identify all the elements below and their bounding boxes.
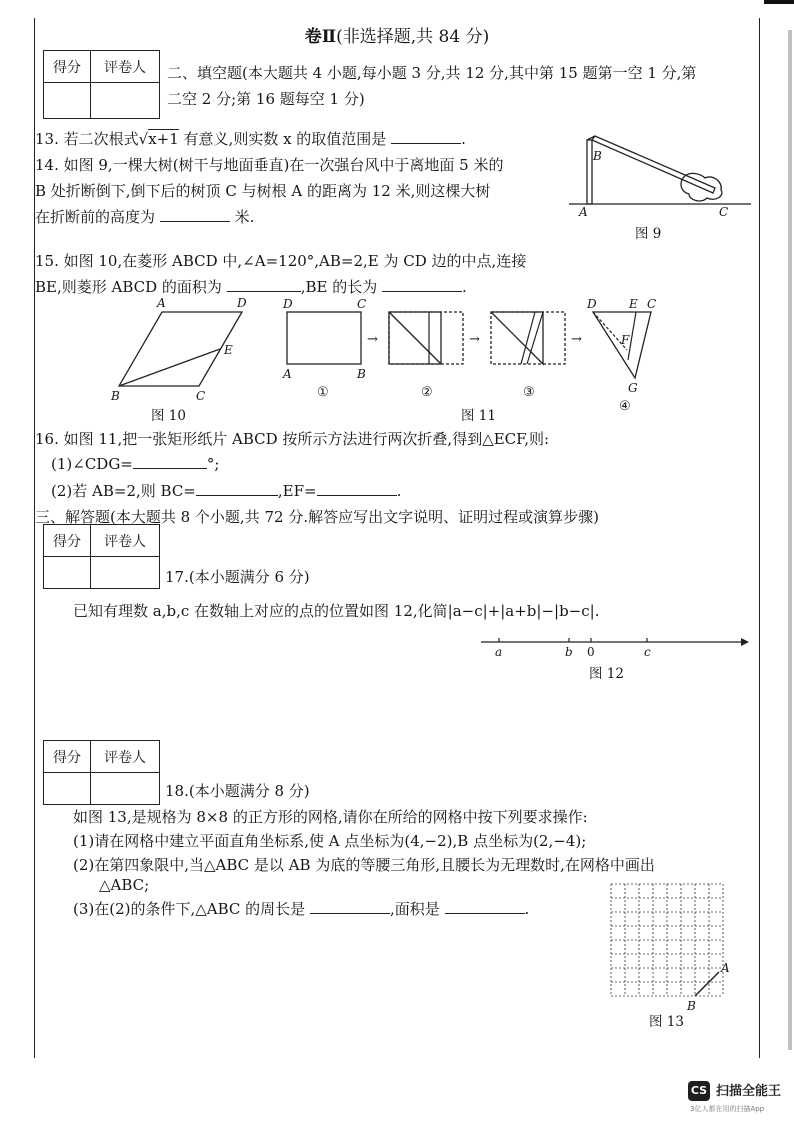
- q15-line1: 15. 如图 10,在菱形 ABCD 中,∠A=120°,AB=2,E 为 CD 边的中点,连接: [35, 252, 527, 270]
- q18-part3-end: .: [524, 900, 530, 918]
- fig11-step1-rect: [287, 312, 361, 364]
- q16-part2: [51, 480, 401, 501]
- section3-heading: 三、解答题(本大题共 8 个小题,共 72 分.解答应写出文字说明、证明过程或演算步骤): [35, 508, 599, 526]
- q18-perimeter-blank[interactable]: [310, 899, 390, 914]
- fig9-tree-crown: [681, 173, 722, 201]
- q16-angle-blank[interactable]: [133, 454, 207, 469]
- scan-corner-mark: [764, 0, 794, 4]
- section2-heading-cont: 二空 2 分;第 16 题每空 1 分): [167, 90, 365, 108]
- fig10-label-d: D: [237, 296, 247, 310]
- fig9-trunk: [587, 140, 592, 204]
- fig13-label-a: A: [721, 961, 730, 975]
- q18-part2-line2: △ABC;: [99, 876, 150, 894]
- q18-part3-pre: (3)在(2)的条件下,△ABC 的周长是: [73, 900, 306, 918]
- score-label: 得分: [44, 741, 91, 773]
- fig12-label-a: a: [495, 645, 503, 659]
- q13-end: .: [461, 130, 466, 148]
- fig11-step1-num: ①: [317, 385, 329, 400]
- title-sub: (非选择题,共 84 分): [336, 27, 490, 47]
- score-label: 得分: [44, 525, 91, 557]
- app-name: 扫描全能王: [716, 1084, 782, 1099]
- q14-line1: 14. 如图 9,一棵大树(树干与地面垂直)在一次强台风中于离地面 5 米的: [35, 156, 504, 174]
- question-13: [35, 128, 466, 149]
- fig10-label-a: A: [157, 296, 166, 310]
- q14-line3-post: 米.: [234, 208, 255, 226]
- fig12-label-0: 0: [587, 645, 595, 659]
- fig10-segment-be: [119, 349, 220, 386]
- reviewer-label: 评卷人: [91, 51, 160, 83]
- fig12-arrowhead: [741, 638, 749, 646]
- fig11-label-b: B: [357, 367, 366, 381]
- score-cell[interactable]: [44, 773, 91, 805]
- fig11-caption: 图 11: [461, 408, 496, 424]
- title-main: 卷Ⅱ: [304, 27, 337, 47]
- q18-area-blank[interactable]: [445, 899, 525, 914]
- fig13-segment-ab: [695, 972, 719, 996]
- fig9-caption: 图 9: [635, 226, 662, 242]
- q13-post: 有意义,则实数 x 的取值范围是: [183, 130, 387, 148]
- q14-line3-pre: 在折断前的高度为: [35, 208, 156, 226]
- q16-part2-end: .: [396, 482, 402, 500]
- fig11-step3-num: ③: [523, 385, 535, 400]
- reviewer-cell[interactable]: [91, 773, 160, 805]
- fig12-label-c: c: [644, 645, 651, 659]
- fig9-label-c: C: [719, 205, 729, 219]
- fig11-step3-crease-b: [521, 312, 535, 364]
- fig12-caption: 图 12: [589, 666, 624, 682]
- q16-part1: [51, 454, 219, 473]
- q16-part2-pre: (2)若 AB=2,则 BC=: [51, 482, 196, 500]
- fig10-caption: 图 10: [151, 408, 186, 424]
- q13-answer-blank[interactable]: [391, 129, 461, 144]
- app-tagline: 3亿人都在用的扫描App: [690, 1105, 765, 1113]
- q16-line1: 16. 如图 11,把一张矩形纸片 ABCD 按所示方法进行两次折叠,得到△ECF,则:: [35, 430, 550, 448]
- figure-9: [565, 130, 755, 250]
- fig10-label-b: B: [111, 389, 120, 403]
- fig11-arrow-1: →: [367, 332, 378, 347]
- section2-heading: 二、填空题(本大题共 4 小题,每小题 3 分,共 12 分,其中第 15 题第一空 1 分,第: [167, 64, 697, 82]
- fig9-fallen-trunk: [592, 136, 715, 193]
- q16-part1-post: °;: [206, 455, 220, 473]
- fig11-step4-label-c: C: [647, 297, 657, 311]
- reviewer-label: 评卷人: [91, 525, 160, 557]
- q13-pre: 13. 若二次根式: [35, 130, 139, 148]
- q16-bc-blank[interactable]: [196, 481, 278, 496]
- fig13-grid[interactable]: [611, 884, 723, 996]
- q18-part2-line1: (2)在第四象限中,当△ABC 是以 AB 为底的等腰三角形,且腰长为无理数时,在网格中画出: [73, 856, 655, 874]
- fig11-label-c: C: [357, 297, 367, 311]
- figure-12: [479, 626, 749, 686]
- fig11-arrow-2: →: [469, 332, 480, 347]
- q15-be-blank[interactable]: [382, 277, 462, 292]
- q15-area-blank[interactable]: [227, 277, 301, 292]
- q15-line2-end: .: [462, 278, 467, 296]
- score-label: 得分: [44, 51, 91, 83]
- q14-line2: B 处折断倒下,倒下后的树顶 C 与树根 A 的距离为 12 米,则这棵大树: [35, 182, 491, 200]
- q16-part2-mid: ,EF=: [277, 482, 317, 500]
- scan-edge: [788, 30, 792, 1050]
- figure-10: [107, 298, 277, 423]
- fig11-step4-label-e: E: [629, 297, 638, 311]
- q15-line2-pre: BE,则菱形 ABCD 的面积为: [35, 278, 222, 296]
- camscanner-logo-icon: CS: [688, 1081, 710, 1101]
- q16-ef-blank[interactable]: [317, 481, 397, 496]
- q18-part3-mid: ,面积是: [389, 900, 440, 918]
- fig11-arrow-3: →: [571, 332, 582, 347]
- sqrt-sign: √: [138, 130, 149, 148]
- fig11-step4-label-d: D: [587, 297, 597, 311]
- fig11-step4-label-f: F: [621, 333, 630, 347]
- q17-body: 已知有理数 a,b,c 在数轴上对应的点的位置如图 12,化简|a−c|+|a+b|−|b−c|.: [73, 602, 600, 620]
- fig12-label-b: b: [565, 645, 573, 659]
- fig9-label-a: A: [579, 205, 588, 219]
- q13-radicand: x+1: [148, 130, 179, 148]
- fig11-step2-crease: [389, 312, 441, 364]
- fig13-label-b: B: [687, 999, 696, 1013]
- grader-box-2: [43, 524, 160, 589]
- q14-answer-blank[interactable]: [160, 207, 230, 222]
- score-cell[interactable]: [44, 557, 91, 589]
- q18-part1: (1)请在网格中建立平面直角坐标系,使 A 点坐标为(4,−2),B 点坐标为(2,−4);: [73, 832, 587, 850]
- section-title: [35, 22, 759, 47]
- fig11-step2-num: ②: [421, 385, 433, 400]
- fig13-caption: 图 13: [649, 1014, 684, 1030]
- reviewer-label: 评卷人: [91, 741, 160, 773]
- fig11-label-d: D: [283, 297, 293, 311]
- q18-label: 18.(本小题满分 8 分): [165, 782, 310, 800]
- score-cell[interactable]: [44, 83, 91, 119]
- grader-box-3: [43, 740, 160, 805]
- fig11-label-a: A: [283, 367, 292, 381]
- exam-page: [34, 18, 760, 1058]
- q17-label: 17.(本小题满分 6 分): [165, 568, 310, 586]
- q18-part3: [73, 898, 529, 919]
- grader-box-1: [43, 50, 160, 119]
- figure-11: [279, 298, 699, 423]
- q18-intro: 如图 13,是规格为 8×8 的正方形的网格,请你在所给的网格中按下列要求操作:: [73, 808, 588, 826]
- q15-line2-mid: ,BE 的长为: [300, 278, 378, 296]
- fig11-step2-outline: [389, 312, 463, 364]
- reviewer-cell[interactable]: [91, 557, 160, 589]
- q16-part1-pre: (1)∠CDG=: [51, 455, 133, 473]
- reviewer-cell[interactable]: [91, 83, 160, 119]
- q15-line2: [35, 276, 467, 297]
- fig10-label-e: E: [224, 343, 233, 357]
- fig10-label-c: C: [196, 389, 206, 403]
- fig9-label-b: B: [593, 149, 602, 163]
- figure-13: [607, 880, 757, 1040]
- fig11-step4-num: ④: [619, 399, 631, 414]
- q14-line3: [35, 206, 254, 227]
- fig11-step4-label-g: G: [628, 381, 638, 395]
